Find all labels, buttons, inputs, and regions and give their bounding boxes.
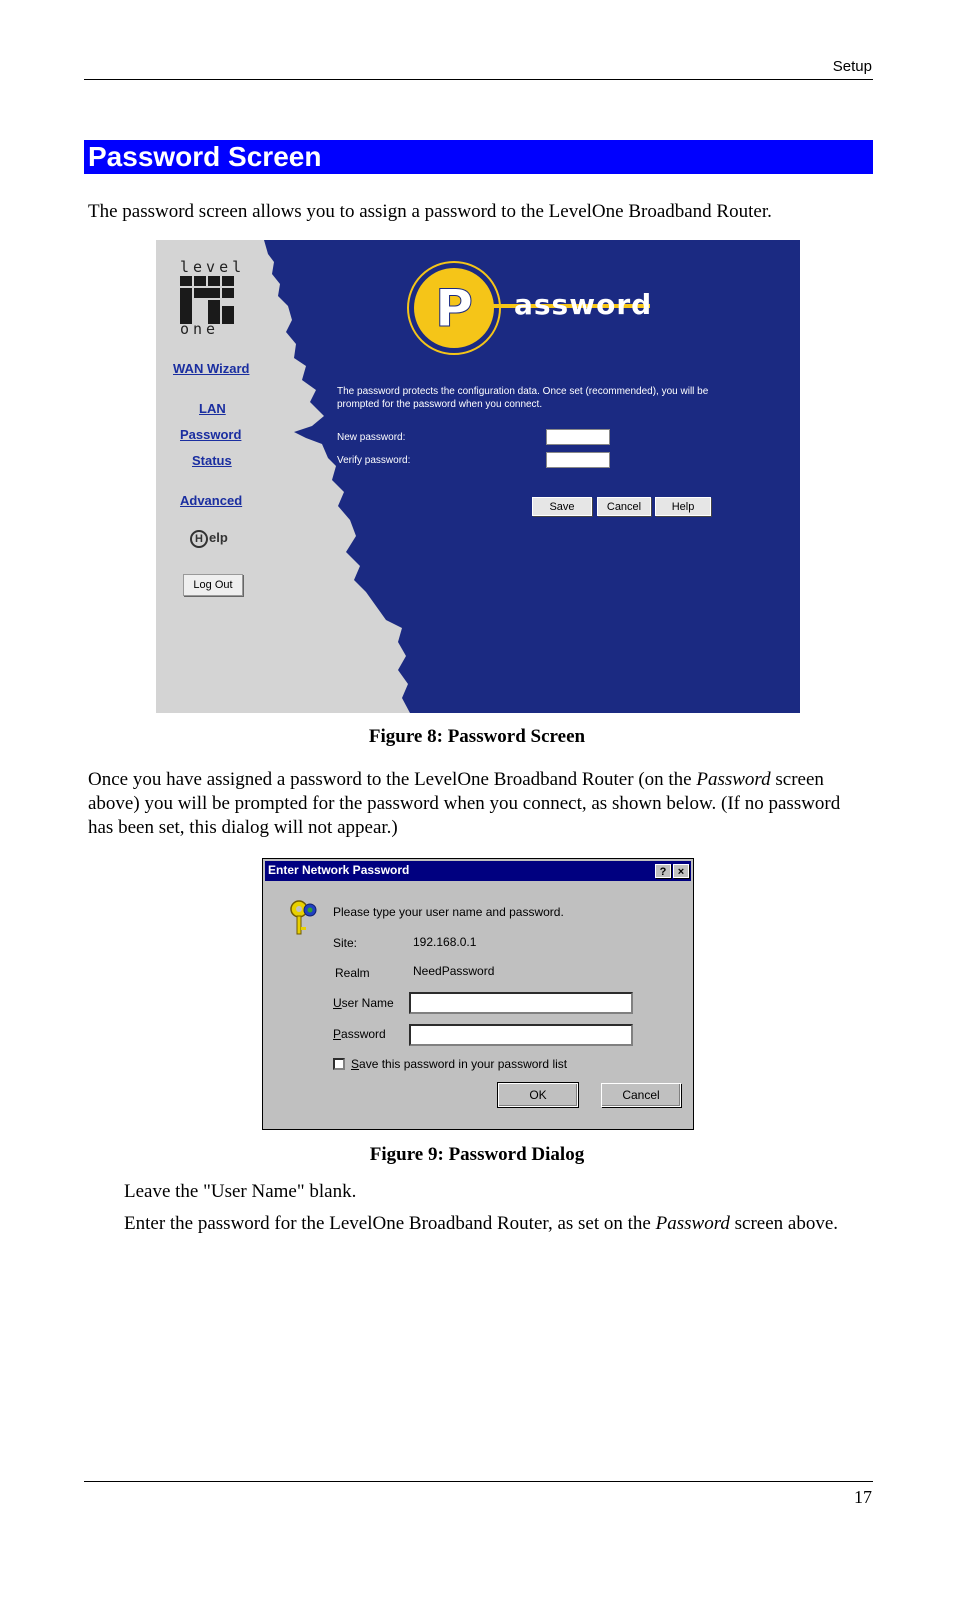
dialog-close-button[interactable]: × bbox=[673, 864, 689, 878]
user-name-input[interactable] bbox=[409, 992, 633, 1014]
network-password-dialog bbox=[262, 858, 694, 1130]
nav-status-link[interactable]: Status bbox=[192, 453, 232, 468]
password-label bbox=[333, 1027, 386, 1041]
password-banner-text: assword bbox=[514, 288, 653, 321]
verify-password-input[interactable] bbox=[546, 452, 610, 468]
figure9-caption: Figure 9: Password Dialog bbox=[369, 1144, 585, 1165]
password-input[interactable] bbox=[409, 1024, 633, 1046]
instruction-1: Leave the "User Name" blank. bbox=[124, 1181, 357, 1202]
help-icon: H bbox=[190, 530, 208, 548]
body-text-2: screen above) you will be prompted for the password when you connect, as shown below. (If no password has been set, this dialog will not appear.) bbox=[88, 769, 841, 838]
header-rule bbox=[84, 79, 873, 80]
instruction-2-text-2: screen above. bbox=[729, 1213, 839, 1234]
save-button[interactable]: Save bbox=[532, 497, 592, 516]
body-paragraph bbox=[88, 768, 868, 840]
keys-icon bbox=[287, 899, 321, 939]
router-password-screenshot bbox=[156, 240, 800, 713]
new-password-input[interactable] bbox=[546, 429, 610, 445]
save-password-accel-key: S bbox=[351, 1057, 360, 1071]
logo-one-text: one bbox=[180, 320, 220, 338]
levelone-logo-icon bbox=[180, 276, 236, 326]
dialog-title: Enter Network Password bbox=[268, 863, 410, 877]
realm-value: NeedPassword bbox=[413, 964, 495, 978]
nav-lan-link[interactable]: LAN bbox=[199, 401, 226, 416]
site-value: 192.168.0.1 bbox=[413, 935, 477, 949]
section-heading-bar bbox=[84, 140, 873, 174]
instruction-2-text-1: Enter the password for the LevelOne Broadband Router, as set on the bbox=[124, 1213, 656, 1234]
figure8-caption: Figure 8: Password Screen bbox=[368, 726, 586, 747]
svg-text:P: P bbox=[434, 279, 474, 339]
page-header-label: Setup bbox=[832, 58, 872, 75]
instruction-2-emphasis: Password bbox=[655, 1213, 730, 1234]
page-number: 17 bbox=[854, 1487, 872, 1507]
body-text-emphasis: Password bbox=[696, 769, 771, 790]
nav-advanced-link[interactable]: Advanced bbox=[180, 493, 243, 508]
save-password-checkbox[interactable] bbox=[333, 1058, 345, 1070]
instruction-2 bbox=[124, 1212, 864, 1236]
footer-rule bbox=[84, 1481, 873, 1482]
realm-label: Realm bbox=[335, 966, 370, 980]
help-button[interactable]: Help bbox=[655, 497, 711, 516]
save-password-label bbox=[351, 1057, 567, 1071]
site-label: Site: bbox=[333, 936, 358, 950]
password-info-text: The password protects the configuration data. Once set (recommended), you will be prompted for the password when you connect. bbox=[337, 386, 709, 410]
body-text-1: Once you have assigned a password to the LevelOne Broadband Router (on the bbox=[88, 769, 697, 790]
intro-paragraph: The password screen allows you to assign a password to the LevelOne Broadband Router. bbox=[88, 201, 772, 222]
help-link[interactable] bbox=[190, 530, 228, 548]
new-password-label: New password: bbox=[337, 432, 406, 443]
nav-password-link[interactable]: Password bbox=[180, 427, 242, 442]
cancel-button[interactable]: Cancel bbox=[597, 497, 651, 516]
dialog-prompt: Please type your user name and password. bbox=[333, 905, 564, 919]
user-name-accel-key: U bbox=[333, 996, 342, 1010]
help-link-text: elp bbox=[209, 530, 228, 545]
section-title: Password Screen bbox=[88, 141, 322, 172]
dialog-help-button[interactable]: ? bbox=[655, 864, 671, 878]
ok-button[interactable]: OK bbox=[498, 1083, 578, 1107]
verify-password-label: Verify password: bbox=[337, 455, 411, 466]
dialog-title-bar bbox=[265, 861, 691, 881]
password-label-text: assword bbox=[341, 1027, 386, 1041]
logo-level-text: level bbox=[180, 258, 246, 276]
user-name-label-text: ser Name bbox=[341, 996, 394, 1010]
dialog-cancel-button[interactable]: Cancel bbox=[601, 1083, 681, 1107]
save-password-label-text: ave this password in your password list bbox=[359, 1057, 568, 1071]
logout-button[interactable]: Log Out bbox=[183, 574, 243, 596]
password-accel-key: P bbox=[333, 1027, 342, 1041]
nav-wan-wizard-link[interactable]: WAN Wizard bbox=[173, 361, 250, 376]
user-name-label bbox=[333, 996, 394, 1010]
